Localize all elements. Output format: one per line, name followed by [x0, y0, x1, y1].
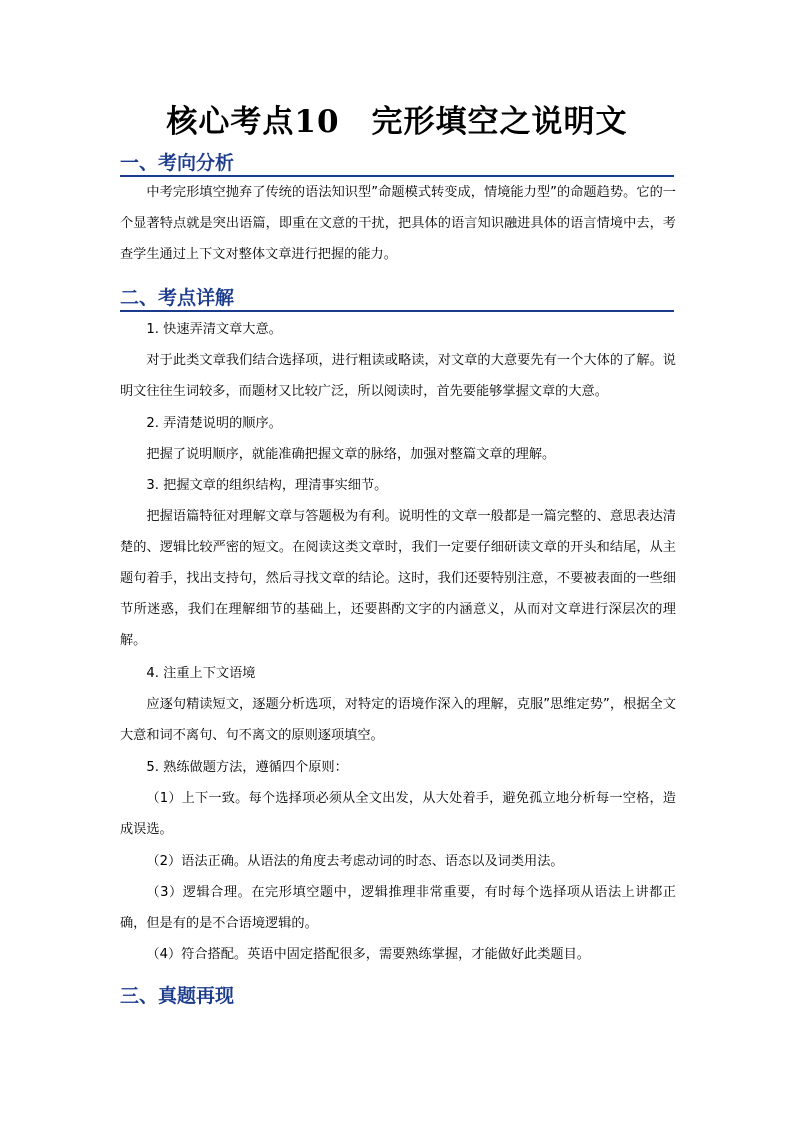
detail-item-2-label: 2. 弄清楚说明的顺序。	[146, 416, 282, 431]
detail-item-4-text: 应逐句精读短文，逐题分析选项，对特定的语境作深入的理解，克服”思维定势”，根据全文大意和词不离句、句不离文的原则逐项填空。	[120, 697, 676, 743]
page-title: 核心考点10 完形填空之说明文	[166, 104, 628, 140]
detail-item-5-label: 5. 熟练做题方法，遵循四个原则：	[146, 760, 348, 775]
detail-item-1-label: 1. 快速弄清文章大意。	[146, 322, 282, 337]
section-heading-exam: 三、真题再现	[120, 985, 235, 1007]
section-heading-details: 二、考点详解	[120, 283, 234, 310]
principle-4: （4）符合搭配。英语中固定搭配很多，需要熟练掌握，才能做好此类题目。	[146, 947, 590, 962]
detail-item-2-text: 把握了说明顺序，就能准确把握文章的脉络，加强对整篇文章的理解。	[146, 447, 556, 462]
detail-item-1-text: 对于此类文章我们结合选择项，进行粗读或略读，对文章的大意要先有一个大体的了解。说明文往往生词较多，而题材又比较广泛，所以阅读时，首先要能够掌握文章的大意。	[120, 353, 676, 399]
detail-item-4-label: 4. 注重上下文语境	[146, 666, 256, 681]
principle-1: （1）上下一致。每个选择项必须从全文出发，从大处着手，避免孤立地分析每一空格，造成误选。	[120, 791, 676, 837]
detail-item-3-label: 3. 把握文章的组织结构，理清事实细节。	[146, 478, 388, 493]
section-heading-analysis: 一、考向分析	[120, 148, 234, 175]
principle-3: （3）逻辑合理。在完形填空题中，逻辑推理非常重要，有时每个选择项从语法上讲都正确，但是有的是不合语境逻辑的。	[120, 885, 676, 931]
detail-item-3-text: 把握语篇特征对理解文章与答题极为有利。说明性的文章一般都是一篇完整的、意思表达清楚的、逻辑比较严密的短文。在阅读这类文章时，我们一定要仔细研读文章的开头和结尾，从主题句着手，找出支持句，然后寻找文章的结论。这时，我们还要特别注意，不要被表面的一些细节所迷惑，我们在理解细节的基础上，还要斟酌文字的内涵意义，从而对文章进行深层次的理解。	[120, 509, 676, 648]
analysis-paragraph: 中考完形填空抛弃了传统的语法知识型”命题模式转变成，情境能力型”的命题趋势。它的一个显著特点就是突出语篇，即重在文意的干扰，把具体的语言知识融进具体的语言情境中去，考查学生通过上下文对整体文章进行把握的能力。	[120, 185, 676, 262]
principle-2: （2）语法正确。从语法的角度去考虑动词的时态、语态以及词类用法。	[146, 854, 564, 869]
